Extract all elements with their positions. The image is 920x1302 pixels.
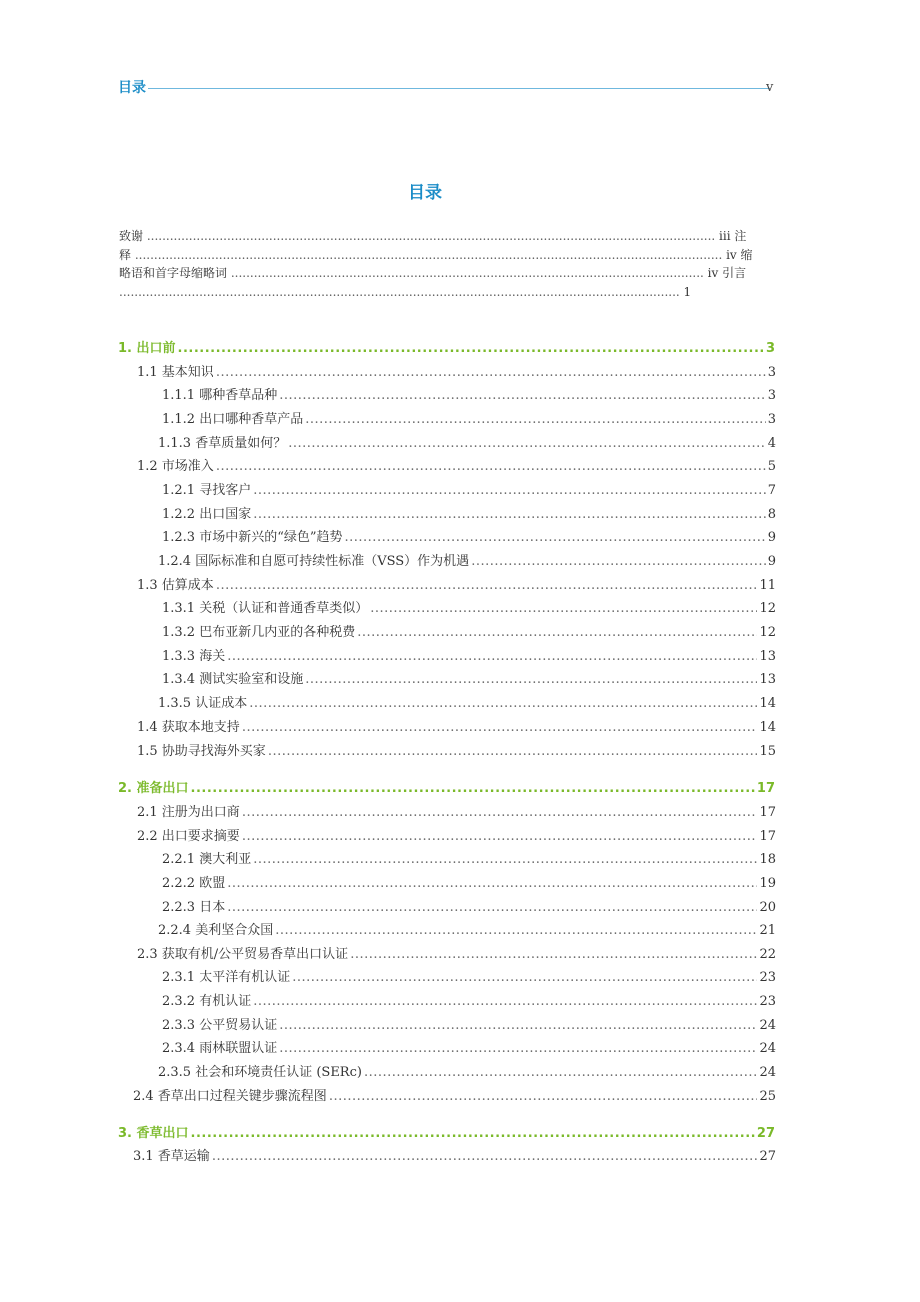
toc-entry-page: 7 bbox=[767, 483, 776, 498]
dot-leader bbox=[357, 625, 757, 640]
toc-entry-label: 1.2.3 市场中新兴的“绿色”趋势 bbox=[162, 530, 343, 545]
toc-entry-page: 9 bbox=[767, 530, 776, 545]
toc-entry[interactable] bbox=[162, 621, 776, 640]
toc-entry-label: 2.3 获取有机/公平贸易香草出口认证 bbox=[137, 947, 349, 962]
dot-leader bbox=[329, 1089, 758, 1104]
toc-entry[interactable] bbox=[162, 503, 776, 522]
toc-entry[interactable] bbox=[137, 361, 776, 380]
dot-leader bbox=[253, 852, 757, 867]
dot-leader bbox=[279, 388, 766, 403]
toc-entry-page: 5 bbox=[767, 459, 776, 474]
toc-entry[interactable] bbox=[137, 825, 776, 844]
toc-entry[interactable] bbox=[133, 1145, 776, 1164]
toc-entry-label: 2.2.4 美利坚合众国 bbox=[158, 923, 274, 938]
toc-entry-page: 27 bbox=[756, 1126, 775, 1141]
toc-entry-label: 1.2.1 寻找客户 bbox=[162, 483, 252, 498]
toc-entry-page: 14 bbox=[759, 696, 776, 711]
dot-leader bbox=[242, 805, 758, 820]
toc-entry-label: 2.2 出口要求摘要 bbox=[137, 829, 240, 844]
dot-leader bbox=[178, 341, 764, 356]
toc-entry-label: 2.3.5 社会和环境责任认证 (SERc) bbox=[158, 1065, 362, 1080]
dot-leader bbox=[212, 1149, 758, 1164]
toc-entry-page: 21 bbox=[759, 923, 776, 938]
toc-entry-page: 14 bbox=[759, 720, 776, 735]
toc-chapter-entry[interactable] bbox=[118, 337, 775, 356]
dot-leader bbox=[305, 412, 766, 427]
dot-leader bbox=[253, 994, 757, 1009]
toc-entry-page: 25 bbox=[759, 1089, 776, 1104]
dot-leader bbox=[279, 1018, 757, 1033]
toc-entry-label: 2.3.2 有机认证 bbox=[162, 994, 252, 1009]
toc-entry-page: 22 bbox=[759, 947, 776, 962]
toc-chapter-entry[interactable] bbox=[118, 1122, 775, 1141]
toc-entry-page: 13 bbox=[759, 649, 776, 664]
dot-leader bbox=[370, 601, 757, 616]
toc-entry-label: 2.4 香草出口过程关键步骤流程图 bbox=[133, 1089, 327, 1104]
dot-leader bbox=[364, 1065, 758, 1080]
front-matter-line[interactable]: ................................................................................................................................................... 1 bbox=[119, 284, 692, 299]
toc-entry[interactable] bbox=[162, 1037, 776, 1056]
toc-entry[interactable] bbox=[162, 990, 776, 1009]
toc-chapter-entry[interactable] bbox=[118, 777, 775, 796]
toc-entry[interactable] bbox=[162, 896, 776, 915]
toc-entry-label: 3. 香草出口 bbox=[118, 1126, 189, 1141]
toc-entry-page: 23 bbox=[759, 994, 776, 1009]
toc-entry-page: 3 bbox=[767, 365, 776, 380]
toc-entry[interactable] bbox=[162, 597, 776, 616]
toc-entry-page: 11 bbox=[759, 578, 776, 593]
toc-entry[interactable] bbox=[158, 919, 776, 938]
toc-entry[interactable] bbox=[158, 550, 776, 569]
dot-leader bbox=[242, 720, 758, 735]
toc-entry-label: 1.3.1 关税（认证和普通香草类似） bbox=[162, 601, 369, 616]
toc-entry[interactable] bbox=[158, 692, 776, 711]
toc-entry-label: 1.3.5 认证成本 bbox=[158, 696, 248, 711]
toc-entry[interactable] bbox=[137, 943, 776, 962]
toc-entry-page: 3 bbox=[765, 341, 775, 356]
dot-leader bbox=[253, 507, 766, 522]
toc-entry-label: 1.2.4 国际标准和自愿可持续性标准（VSS）作为机遇 bbox=[158, 554, 470, 569]
toc-entry-page: 15 bbox=[759, 744, 776, 759]
toc-entry[interactable] bbox=[162, 966, 776, 985]
dot-leader bbox=[305, 672, 757, 687]
dot-leader bbox=[216, 365, 766, 380]
toc-entry-page: 24 bbox=[759, 1018, 776, 1033]
header-rule bbox=[148, 88, 770, 89]
toc-entry-page: 17 bbox=[759, 805, 776, 820]
toc-entry-page: 19 bbox=[759, 876, 776, 891]
dot-leader bbox=[268, 744, 758, 759]
toc-entry-page: 20 bbox=[759, 900, 776, 915]
toc-entry-page: 17 bbox=[756, 781, 775, 796]
dot-leader bbox=[227, 900, 757, 915]
toc-entry-label: 1.4 获取本地支持 bbox=[137, 720, 240, 735]
toc-entry-label: 1.2.2 出口国家 bbox=[162, 507, 252, 522]
dot-leader bbox=[288, 436, 766, 451]
toc-entry[interactable] bbox=[162, 384, 776, 403]
dot-leader bbox=[216, 459, 766, 474]
toc-entry[interactable] bbox=[162, 479, 776, 498]
toc-entry-page: 13 bbox=[759, 672, 776, 687]
toc-entry-page: 9 bbox=[767, 554, 776, 569]
dot-leader bbox=[249, 696, 757, 711]
toc-entry-label: 3.1 香草运输 bbox=[133, 1149, 210, 1164]
toc-entry-page: 18 bbox=[759, 852, 776, 867]
dot-leader bbox=[345, 530, 766, 545]
toc-entry-label: 2.3.4 雨林联盟认证 bbox=[162, 1041, 278, 1056]
toc-entry-label: 2.3.1 太平洋有机认证 bbox=[162, 970, 291, 985]
toc-title: 目录 bbox=[408, 183, 442, 203]
toc-entry[interactable] bbox=[158, 432, 776, 451]
dot-leader bbox=[253, 483, 766, 498]
dot-leader bbox=[471, 554, 766, 569]
toc-entry-page: 12 bbox=[759, 601, 776, 616]
running-header-page-number: v bbox=[766, 80, 774, 95]
toc-entry[interactable] bbox=[162, 1014, 776, 1033]
dot-leader bbox=[191, 781, 755, 796]
dot-leader bbox=[275, 923, 757, 938]
toc-entry-label: 1.1.1 哪种香草品种 bbox=[162, 388, 278, 403]
toc-entry-page: 4 bbox=[767, 436, 776, 451]
toc-entry-label: 2.3.3 公平贸易认证 bbox=[162, 1018, 278, 1033]
toc-entry[interactable] bbox=[137, 740, 776, 759]
dot-leader bbox=[350, 947, 757, 962]
toc-entry-label: 1.5 协助寻找海外买家 bbox=[137, 744, 266, 759]
toc-entry[interactable] bbox=[158, 1061, 776, 1080]
toc-entry-page: 23 bbox=[759, 970, 776, 985]
toc-entry-label: 1. 出口前 bbox=[118, 341, 176, 356]
dot-leader bbox=[242, 829, 758, 844]
toc-entry-label: 1.1.3 香草质量如何？ bbox=[158, 436, 287, 451]
toc-entry-label: 2.1 注册为出口商 bbox=[137, 805, 240, 820]
toc-entry-label: 2.2.3 日本 bbox=[162, 900, 226, 915]
toc-entry-page: 3 bbox=[767, 412, 776, 427]
toc-entry[interactable] bbox=[162, 848, 776, 867]
toc-entry-label: 2. 准备出口 bbox=[118, 781, 189, 796]
toc-entry[interactable] bbox=[137, 574, 776, 593]
running-header-title: 目录 bbox=[118, 80, 146, 96]
toc-entry-page: 12 bbox=[759, 625, 776, 640]
front-matter-line[interactable]: 致谢 ..................................................................................................................................................... iii 注 bbox=[119, 229, 747, 243]
toc-entry-label: 2.2.1 澳大利亚 bbox=[162, 852, 252, 867]
dot-leader bbox=[292, 970, 757, 985]
toc-entry-page: 27 bbox=[759, 1149, 776, 1164]
toc-entry[interactable] bbox=[133, 1085, 776, 1104]
front-matter-list bbox=[119, 227, 779, 301]
dot-leader bbox=[227, 649, 757, 664]
toc-entry[interactable] bbox=[162, 526, 776, 545]
toc-entry[interactable] bbox=[137, 716, 776, 735]
toc-entry-page: 17 bbox=[759, 829, 776, 844]
toc-entry[interactable] bbox=[162, 668, 776, 687]
toc-entry-label: 1.3.4 测试实验室和设施 bbox=[162, 672, 304, 687]
dot-leader bbox=[216, 578, 758, 593]
toc-entry-label: 1.1.2 出口哪种香草产品 bbox=[162, 412, 304, 427]
dot-leader bbox=[279, 1041, 757, 1056]
toc-entry-page: 8 bbox=[767, 507, 776, 522]
toc-entry-label: 2.2.2 欧盟 bbox=[162, 876, 226, 891]
toc-entry-label: 1.3.3 海关 bbox=[162, 649, 226, 664]
toc-entry[interactable] bbox=[137, 455, 776, 474]
toc-entry-page: 24 bbox=[759, 1041, 776, 1056]
toc-entry[interactable] bbox=[162, 872, 776, 891]
toc-entry[interactable] bbox=[162, 408, 776, 427]
toc-entry-label: 1.3 估算成本 bbox=[137, 578, 214, 593]
dot-leader bbox=[191, 1126, 755, 1141]
front-matter-line[interactable]: 略语和首字母缩略词 ............................................................................................................................ iv 引言 bbox=[119, 266, 747, 281]
dot-leader bbox=[227, 876, 757, 891]
toc-entry-page: 24 bbox=[759, 1065, 776, 1080]
toc-entry-label: 1.1 基本知识 bbox=[137, 365, 214, 380]
toc-entry[interactable] bbox=[137, 801, 776, 820]
toc-entry-label: 1.3.2 巴布亚新几内亚的各种税费 bbox=[162, 625, 356, 640]
toc-entry[interactable] bbox=[162, 645, 776, 664]
toc-entry-page: 3 bbox=[767, 388, 776, 403]
toc-entry-label: 1.2 市场准入 bbox=[137, 459, 214, 474]
front-matter-line[interactable]: 释 .......................................................................................................................................................... iv 缩 bbox=[119, 247, 753, 262]
